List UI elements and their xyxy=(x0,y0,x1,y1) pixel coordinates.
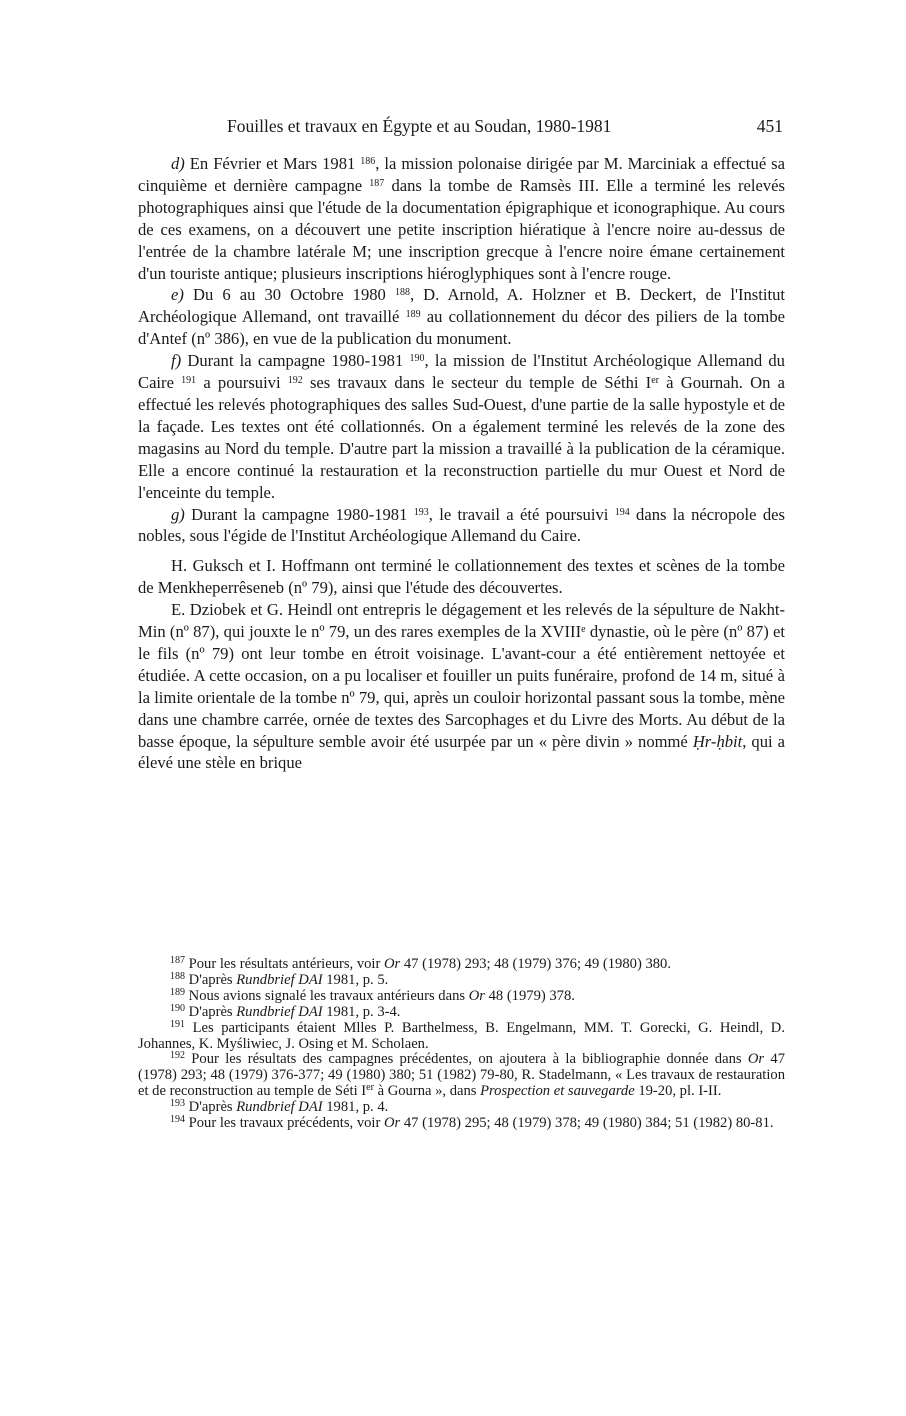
text-run: dans la tombe de Ramsès III. Elle a terminé les relevés photographiques ainsi que l'étude de la documentation épigraphique et iconographique. Au cours de ces examens, on a découvert une petite inscription hiératique à l'encre noire au-dessus de l'entrée de la chambre latérale M; une inscription grecque à l'encre noire émane certainement d'un touriste antique; plusieurs inscriptions hiéroglyphiques sont à l'encre rouge. xyxy=(138,175,785,283)
footnote-191 xyxy=(138,1018,785,1053)
footnote-number: 193 xyxy=(170,1098,185,1110)
text-run: 48 (1979) 378. xyxy=(484,987,575,1004)
text-run: Du 6 au 30 Octobre 1980 xyxy=(183,285,395,305)
footnote-number: 194 xyxy=(170,1114,185,1126)
italic-run: Rundbrief DAI xyxy=(236,1003,323,1020)
footnote-194 xyxy=(138,1116,785,1132)
text-run: dynastie, où le père (nº 87) et le fils (nº 79) ont leur tombe en étroit voisinage. L'avant-cour a été entièrement nettoyée et étudiée. A cette occasion, on a pu localiser et fouiller un puits funéraire, profond de 14 m, situé à la limite orientale de la tombe nº 79, qui, après un couloir horizontal passant sous la tombe, mène dans une chambre carrée, ornée de textes des Sarcophages et du Livre des Morts. Au début de la basse époque, la sépulture semble avoir été usurpée par un « père divin » nommé xyxy=(138,622,785,751)
text-run: , D. Arnold, A. Holzner et B. Deckert, de l'Institut Archéologique Allemand, ont travaillé xyxy=(138,285,785,327)
text-run: 47 (1978) 293; 48 (1979) 376-377; 49 (1980) 380; 51 (1982) 79-80, R. Stadelmann, « Les travaux de restauration et de reconstruction au temple de Séti I xyxy=(138,1051,785,1100)
ordinal-superscript: er xyxy=(366,1082,374,1094)
text-run: E. Dziobek et G. Heindl ont entrepris le dégagement et les relevés de la sépulture de Nakht-Min (nº 87), qui jouxte le nº 79, un des rares exemples de la XVIII xyxy=(138,600,785,642)
text-run: Pour les travaux précédents, voir xyxy=(185,1115,384,1132)
footnote-188 xyxy=(138,970,785,989)
footnote-ref: 192 xyxy=(287,375,303,387)
footnote-ref: 194 xyxy=(614,506,630,518)
running-header xyxy=(227,116,783,138)
footnote-ref: 186 xyxy=(360,156,376,167)
footnote-187 xyxy=(138,957,785,973)
text-run: à Gournah. On a effectué les relevés photographiques des salles Sud-Ouest, d'une partie de la salle hypostyle et de la façade. Les textes ont été collationnés. On a également terminé les relevés de la zone des magasins au Nord du temple. D'autre part la mission a travaillé à la publication de la céramique. Elle a encore continué la restauration et la reconstruction partielle du mur Ouest et Nord de l'enceinte du temple. xyxy=(138,373,785,502)
italic-run: Rundbrief DAI xyxy=(236,1099,323,1116)
paragraph-g xyxy=(138,504,785,548)
footnote-number: 190 xyxy=(170,1002,185,1014)
text-run: Durant la campagne 1980-1981 xyxy=(184,504,414,524)
running-title: Fouilles et travaux en Égypte et au Soudan, 1980-1981 xyxy=(227,116,612,136)
italic-run: Or xyxy=(384,956,401,972)
text-run: 1981, p. 4. xyxy=(322,1099,389,1116)
italic-run: Or xyxy=(383,1115,401,1132)
italic-run: Or xyxy=(747,1051,765,1068)
text-run: 1981, p. 5. xyxy=(322,971,389,988)
paragraph-label: d) xyxy=(171,154,185,173)
paragraph-d xyxy=(138,153,785,284)
text-run: Les participants étaient Mlles P. Barthelmess, B. Engelmann, MM. T. Gorecki, G. Heindl, D. Johannes, K. Myśliwiec, J. Osing et M. Scholaen. xyxy=(138,1019,785,1052)
footnote-189 xyxy=(138,986,785,1005)
text-run: D'après xyxy=(185,971,237,988)
footnote-number: 188 xyxy=(170,970,185,982)
text-run: a poursuivi xyxy=(196,373,288,393)
paragraph-label: f) xyxy=(171,351,182,371)
footnote-ref: 191 xyxy=(181,375,197,387)
text-run: , le travail a été poursuivi xyxy=(428,504,615,524)
text-run: dans la nécropole des nobles, sous l'égide de l'Institut Archéologique Allemand du Caire. xyxy=(138,504,785,546)
footnote-ref: 187 xyxy=(369,177,385,189)
footnote-190 xyxy=(138,1002,785,1021)
transliterated-name: Ḥr-ḥbit xyxy=(692,731,743,751)
text-run: Durant la campagne 1980-1981 xyxy=(181,351,410,371)
text-run: 47 (1978) 293; 48 (1979) 376; 49 (1980) 380. xyxy=(400,956,671,972)
text-run: 1981, p. 3-4. xyxy=(322,1003,401,1020)
text-run: D'après xyxy=(185,1099,237,1116)
text-run: , qui a élevé une stèle en brique xyxy=(138,731,786,773)
footnote-193 xyxy=(138,1100,785,1116)
paragraph-dziobek xyxy=(138,599,785,774)
paragraph-e xyxy=(138,284,785,350)
footnote-number: 187 xyxy=(170,955,185,966)
ordinal-superscript: er xyxy=(651,375,659,387)
italic-run: Prospection et sauvegarde xyxy=(480,1083,635,1100)
main-text xyxy=(138,153,785,774)
footnote-192 xyxy=(138,1052,785,1100)
text-run: En Février et Mars 1981 xyxy=(184,154,361,173)
italic-run: Rundbrief DAI xyxy=(236,971,323,988)
text-run: au collationnement du décor des piliers de la tombe d'Antef (nº 386), en vue de la publication du monument. xyxy=(138,307,785,349)
footnote-number: 191 xyxy=(170,1018,185,1030)
italic-run: Or xyxy=(468,987,485,1004)
text-run: 19-20, pl. I-II. xyxy=(634,1083,722,1100)
footnote-number: 192 xyxy=(170,1050,185,1062)
text-run: Pour les résultats des campagnes précédentes, on ajoutera à la bibliographie donnée dans xyxy=(185,1051,748,1068)
text-run: ses travaux dans le secteur du temple de Séthi I xyxy=(302,373,652,393)
text-run: , la mission polonaise dirigée par M. Marciniak a effectué sa cinquième et dernière campagne xyxy=(138,154,786,195)
page-number: 451 xyxy=(756,116,783,136)
paragraph-label: g) xyxy=(171,504,185,524)
text-run: D'après xyxy=(185,1003,237,1020)
text-run: à Gourna », dans xyxy=(373,1083,481,1100)
text-run: , la mission de l'Institut Archéologique Allemand du Caire xyxy=(138,351,785,393)
text-run: Nous avions signalé les travaux antérieurs dans xyxy=(185,987,469,1004)
text-run: Pour les résultats antérieurs, voir xyxy=(185,956,384,972)
text-run: 47 (1978) 295; 48 (1979) 378; 49 (1980) 384; 51 (1982) 80-81. xyxy=(400,1115,774,1132)
footnote-ref: 193 xyxy=(413,506,429,518)
paragraph-f xyxy=(138,350,785,503)
paragraph-guksch: H. Guksch et I. Hoffmann ont terminé le collationnement des textes et scènes de la tombe de Menkheperrêseneb (nº 79), ainsi que l'étude des découvertes. xyxy=(138,556,785,598)
footnote-ref: 189 xyxy=(405,309,421,321)
paragraph-label: e) xyxy=(171,285,184,305)
footnote-ref: 190 xyxy=(409,353,425,365)
footnote-number: 189 xyxy=(170,986,185,998)
footnote-ref: 188 xyxy=(394,287,410,299)
ordinal-superscript: e xyxy=(581,624,586,636)
footnotes xyxy=(138,957,785,1132)
